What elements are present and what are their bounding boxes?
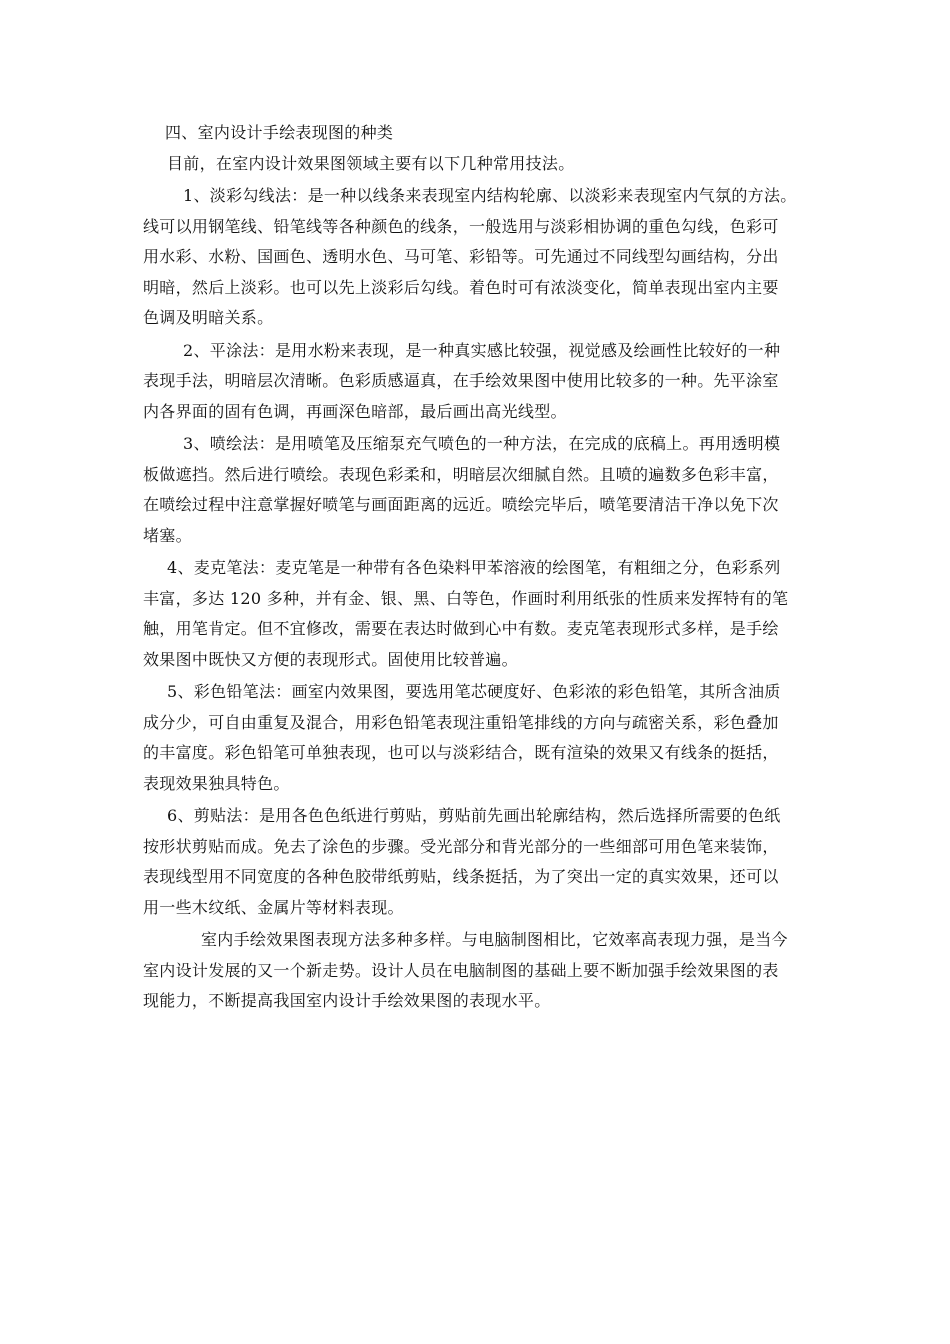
paragraph-marker <box>143 553 803 675</box>
paragraph-airbrush <box>143 429 803 551</box>
paragraph-line: 成分少，可自由重复及混合，用彩色铅笔表现注重铅笔排线的方向与疏密关系，彩色叠加 <box>143 712 779 732</box>
paragraph-line: 堵塞。 <box>143 525 192 545</box>
paragraph-line: 5、彩色铅笔法：画室内效果图，要选用笔芯硬度好、色彩浓的彩色铅笔，其所含油质 <box>167 682 781 701</box>
paragraph-line: 现能力，不断提高我国室内设计手绘效果图的表现水平。 <box>143 991 551 1010</box>
paragraph-line: 1、淡彩勾线法：是一种以线条来表现室内结构轮廓、以淡彩来表现室内气氛的方法。 <box>183 186 797 205</box>
paragraph-line: 表现手法，明暗层次清晰。色彩质感逼真，在手绘效果图中使用比较多的一种。先平涂室 <box>143 371 779 390</box>
paragraph-conclusion <box>143 925 803 1017</box>
paragraph-line: 4、麦克笔法：麦克笔是一种带有各色染料甲苯溶液的绘图笔，有粗细之分，色彩系列 <box>167 558 781 577</box>
document-body <box>143 118 803 1019</box>
paragraph-line: 室内设计发展的又一个新走势。设计人员在电脑制图的基础上要不断加强手绘效果图的表 <box>143 960 779 980</box>
paragraph-collage <box>143 801 803 923</box>
paragraph-line: 效果图中既快又方便的表现形式。固使用比较普遍。 <box>143 649 518 669</box>
paragraph-line: 线可以用钢笔线、铅笔线等各种颜色的线条，一般选用与淡彩相协调的重色勾线，色彩可 <box>143 216 779 236</box>
paragraph-line: 表现效果独具特色。 <box>143 773 290 793</box>
paragraph-line: 色调及明暗关系。 <box>143 308 274 327</box>
paragraph-line: 室内手绘效果图表现方法多种多样。与电脑制图相比，它效率高表现力强，是当今 <box>201 930 788 949</box>
paragraph-line: 内各界面的固有色调，再画深色暗部，最后画出高光线型。 <box>143 401 567 421</box>
paragraph-light-color-line <box>143 181 803 334</box>
paragraph-line: 用水彩、水粉、国画色、透明水色、马可笔、彩铅等。可先通过不同线型勾画结构，分出 <box>143 247 779 266</box>
paragraph-flat-paint <box>143 336 803 428</box>
paragraph-line: 表现线型用不同宽度的各种色胶带纸剪贴，线条挺括，为了突出一定的真实效果，还可以 <box>143 867 779 886</box>
paragraph-line: 2、平涂法：是用水粉来表现，是一种真实感比较强，视觉感及绘画性比较好的一种 <box>183 340 781 360</box>
paragraph-line: 3、喷绘法：是用喷笔及压缩泵充气喷色的一种方法，在完成的底稿上。再用透明模 <box>183 434 781 453</box>
paragraph-line: 明暗，然后上淡彩。也可以先上淡彩后勾线。着色时可有浓淡变化，简单表现出室内主要 <box>143 277 779 297</box>
paragraph-line: 触，用笔肯定。但不宜修改，需要在表达时做到心中有数。麦克笔表现形式多样，是手绘 <box>143 619 779 638</box>
paragraph-line: 按形状剪贴而成。免去了涂色的步骤。受光部分和背光部分的一些细部可用色笔来装饰， <box>143 836 779 856</box>
paragraph-line: 板做遮挡。然后进行喷绘。表现色彩柔和，明暗层次细腻自然。且喷的遍数多色彩丰富， <box>143 464 779 484</box>
intro-paragraph: 目前，在室内设计效果图领域主要有以下几种常用技法。 <box>167 153 575 173</box>
paragraph-line: 的丰富度。彩色铅笔可单独表现，也可以与淡彩结合，既有渲染的效果又有线条的挺括， <box>143 743 779 762</box>
section-heading: 四、室内设计手绘表现图的种类 <box>165 123 394 142</box>
paragraph-colored-pencil <box>143 677 803 799</box>
paragraph-line: 在喷绘过程中注意掌握好喷笔与画面距离的远近。喷绘完毕后，喷笔要清洁干净以免下次 <box>143 495 779 514</box>
paragraph-line: 用一些木纹纸、金属片等材料表现。 <box>143 897 404 917</box>
paragraph-line: 6、剪贴法：是用各色色纸进行剪贴，剪贴前先画出轮廓结构，然后选择所需要的色纸 <box>167 806 781 825</box>
paragraph-line: 丰富，多达 120 多种，并有金、银、黑、白等色，作画时利用纸张的性质来发挥特有的笔 <box>143 588 789 608</box>
